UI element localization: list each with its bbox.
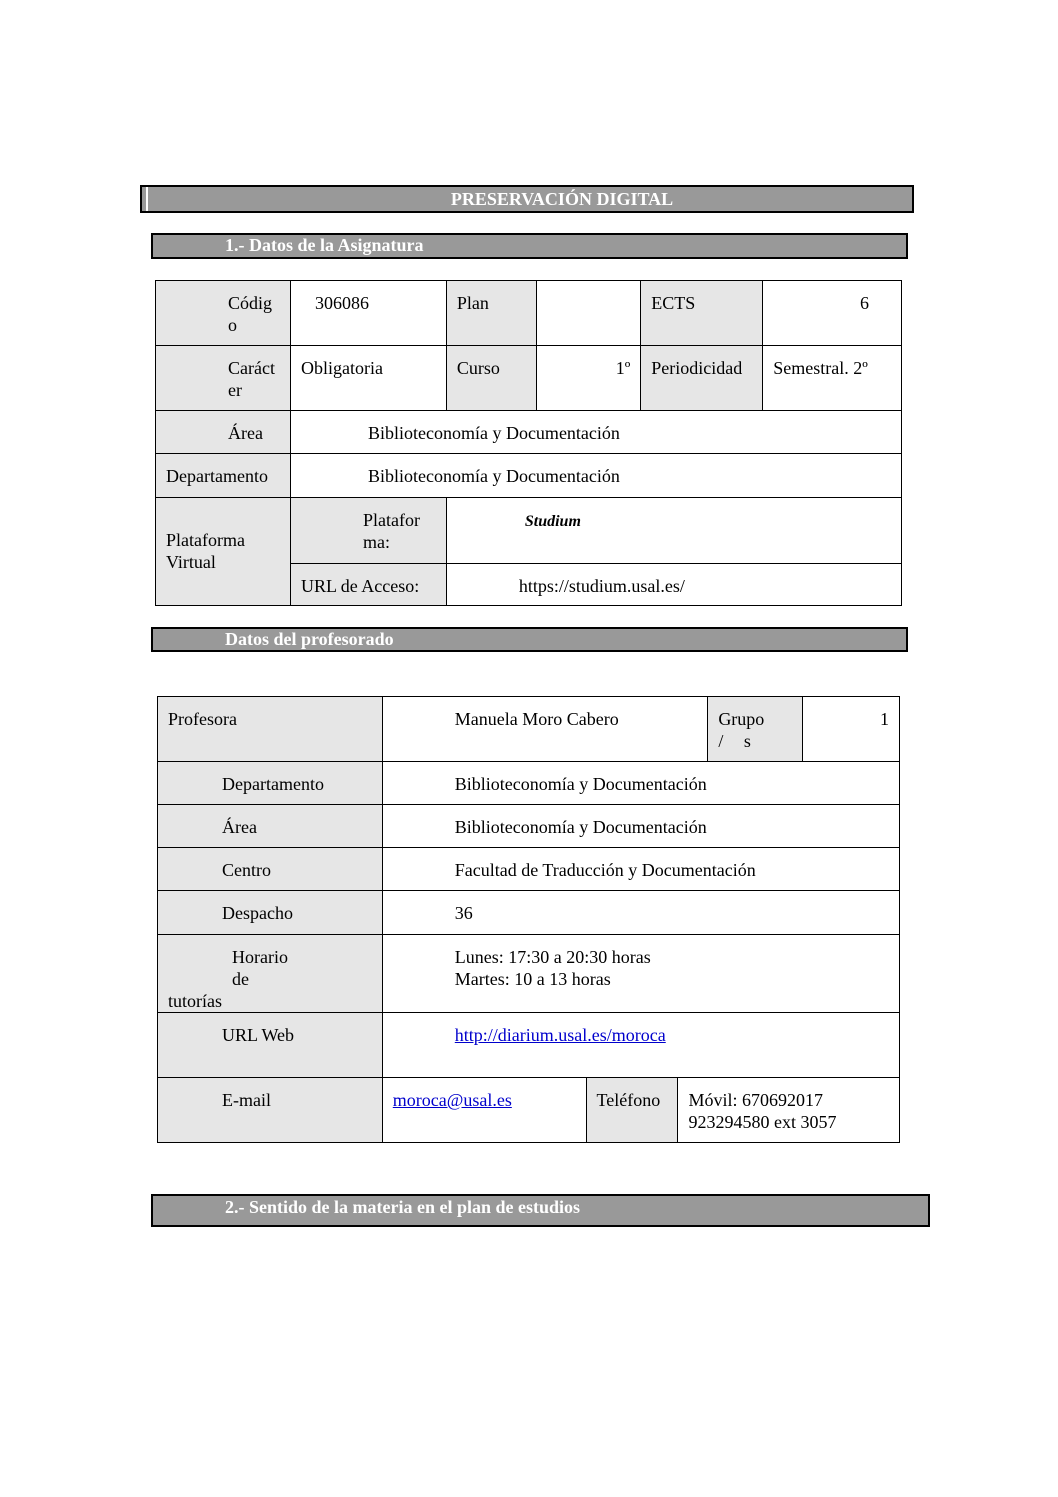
- departamento-value-cell: [290, 454, 901, 498]
- horario-line-2: Martes: 10 a 13 horas: [454, 969, 611, 989]
- prof-departamento-value: Biblioteconomía y Documentación: [454, 774, 707, 794]
- departamento-label-cell: [158, 762, 383, 805]
- caracter-label: Caráct er: [228, 358, 275, 400]
- document-title-bar: [140, 185, 914, 213]
- email-label-cell: [158, 1078, 383, 1143]
- table-row: [158, 891, 900, 935]
- area-label-cell: [158, 805, 383, 848]
- url-label-cell: [290, 564, 446, 606]
- grupo-value: 1: [880, 709, 889, 729]
- centro-value: Facultad de Traducción y Documentación: [454, 860, 756, 880]
- centro-label-cell: [158, 848, 383, 891]
- email-label: E-mail: [222, 1090, 271, 1110]
- plataforma-value-cell: [446, 498, 901, 564]
- curso-label: Curso: [456, 358, 500, 378]
- table-row: [158, 1013, 900, 1078]
- area-value: Biblioteconomía y Documentación: [367, 423, 620, 443]
- profesora-label: Profesora: [168, 709, 237, 729]
- ects-label: ECTS: [651, 293, 696, 313]
- section2-heading-bar: [151, 1194, 930, 1227]
- plataforma-virtual-label: Plataforma Virtual: [166, 530, 245, 572]
- profesorado-table: [157, 696, 900, 1143]
- table-row: [158, 1078, 900, 1143]
- table-row: [156, 498, 902, 564]
- telefono-label: Teléfono: [596, 1090, 661, 1110]
- codigo-label-cell: [156, 281, 291, 346]
- plan-value-cell: [536, 281, 641, 346]
- grupo-label: Grupo / s: [718, 709, 765, 751]
- section1-heading-bar: [151, 233, 908, 259]
- horario-label-2: tutorías: [168, 991, 222, 1011]
- telefono-line-1: Móvil: 670692017: [688, 1090, 823, 1110]
- area-label-cell: [156, 411, 291, 454]
- curso-value-cell: [536, 346, 641, 411]
- ects-value-cell: [763, 281, 902, 346]
- codigo-value: 306086: [314, 293, 369, 313]
- table-row: [156, 346, 902, 411]
- document-title: PRESERVACIÓN DIGITAL: [450, 189, 674, 209]
- profesorado-heading-bar: [151, 627, 908, 652]
- table-row: [158, 805, 900, 848]
- profesorado-heading: Datos del profesorado: [225, 629, 394, 649]
- telefono-value-cell: [678, 1078, 900, 1143]
- profesora-value: Manuela Moro Cabero: [454, 709, 619, 729]
- area-label: Área: [228, 423, 263, 443]
- table-row: [158, 762, 900, 805]
- title-bar-marker: [146, 187, 148, 211]
- centro-label: Centro: [222, 860, 271, 880]
- plan-label-cell: [446, 281, 536, 346]
- table-row: [158, 848, 900, 891]
- departamento-value: Biblioteconomía y Documentación: [367, 466, 620, 486]
- url-value[interactable]: https://studium.usal.es/: [518, 576, 685, 596]
- periodicidad-value-cell: [763, 346, 902, 411]
- departamento-label-cell: [156, 454, 291, 498]
- area-value-cell: [290, 411, 901, 454]
- url-value-cell: [446, 564, 901, 606]
- caracter-value-cell: [290, 346, 446, 411]
- horario-line-1: Lunes: 17:30 a 20:30 horas: [454, 947, 651, 967]
- urlweb-value-cell: [382, 1013, 899, 1078]
- table-row: [156, 411, 902, 454]
- table-row: [156, 281, 902, 346]
- url-label: URL de Acceso:: [300, 576, 420, 596]
- horario-label-1: Horario de: [232, 947, 288, 989]
- prof-area-label: Área: [222, 817, 257, 837]
- horario-value-cell: [382, 935, 899, 1013]
- departamento-label: Departamento: [166, 466, 268, 486]
- section1-heading: 1.- Datos de la Asignatura: [225, 235, 424, 255]
- table-row: [156, 454, 902, 498]
- codigo-value-cell: [290, 281, 446, 346]
- caracter-label-cell: [156, 346, 291, 411]
- area-value-cell: [382, 805, 899, 848]
- despacho-label: Despacho: [222, 903, 293, 923]
- email-link[interactable]: moroca@usal.es: [392, 1090, 512, 1110]
- grupo-label-cell: [708, 697, 803, 762]
- periodicidad-value: Semestral. 2º: [773, 358, 868, 378]
- grupo-value-cell: [803, 697, 900, 762]
- despacho-value-cell: [382, 891, 899, 935]
- ects-label-cell: [641, 281, 763, 346]
- table-row: [158, 935, 900, 1013]
- horario-label-cell: [158, 935, 383, 1013]
- centro-value-cell: [382, 848, 899, 891]
- curso-value: 1º: [615, 358, 631, 378]
- prof-area-value: Biblioteconomía y Documentación: [454, 817, 707, 837]
- despacho-value: 36: [454, 903, 473, 923]
- asignatura-table: [155, 280, 902, 606]
- prof-departamento-label: Departamento: [222, 774, 324, 794]
- profesora-value-cell: [382, 697, 708, 762]
- curso-label-cell: [446, 346, 536, 411]
- departamento-value-cell: [382, 762, 899, 805]
- plataforma-label-cell: [290, 498, 446, 564]
- telefono-line-2: 923294580 ext 3057: [688, 1112, 837, 1132]
- plan-label: Plan: [456, 293, 489, 313]
- caracter-value: Obligatoria: [300, 358, 383, 378]
- despacho-label-cell: [158, 891, 383, 935]
- urlweb-link[interactable]: http://diarium.usal.es/moroca: [454, 1025, 666, 1045]
- telefono-label-cell: [586, 1078, 678, 1143]
- periodicidad-label: Periodicidad: [651, 358, 743, 378]
- profesora-label-cell: [158, 697, 383, 762]
- plataforma-label: Platafor ma:: [362, 510, 420, 552]
- ects-value: 6: [860, 293, 869, 313]
- section2-heading: 2.- Sentido de la materia en el plan de estudios: [225, 1197, 581, 1217]
- urlweb-label: URL Web: [222, 1025, 295, 1045]
- table-row: [158, 697, 900, 762]
- plataforma-value: Studium: [524, 513, 581, 530]
- periodicidad-label-cell: [641, 346, 763, 411]
- urlweb-label-cell: [158, 1013, 383, 1078]
- plataforma-virtual-label-cell: [156, 498, 291, 606]
- codigo-label: Códig o: [228, 293, 273, 335]
- email-value-cell: [382, 1078, 586, 1143]
